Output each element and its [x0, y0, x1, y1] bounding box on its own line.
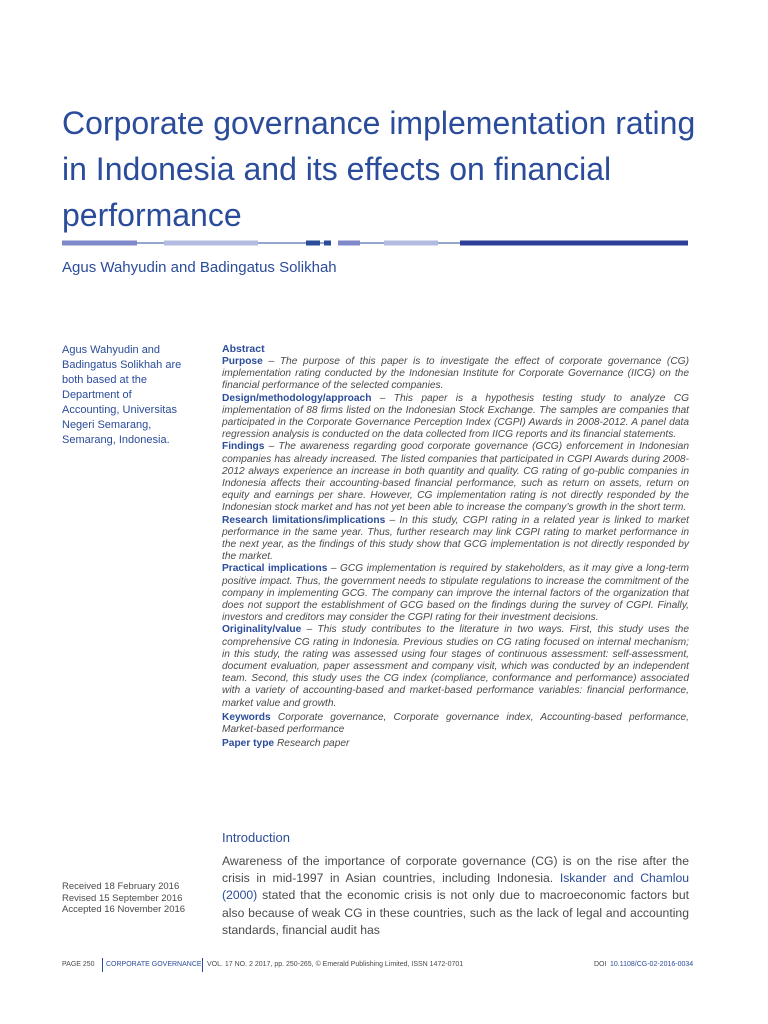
volume-info: VOL. 17 NO. 2 2017, pp. 250-265, © Emerald Publishing Limited, ISSN 1472-0701 — [207, 961, 464, 968]
design-text: This paper is a hypothesis testing study to analyze CG implementation of 88 firms listed on the Indonesian Stock Exchange. The samples are companies that participated in the Corporate Governance Perception Index (CGPI) Awards in 2008-2012. A panel data regression analysis is conducted on the data collected from IICG reports and its financial statements. — [222, 392, 689, 441]
practical-text: GCG implementation is required by stakeholders, as it may give a long-term positive impact. Thus, the government needs to stipulate regulations to increase the commitment of the company in implementing GCG. The company can improve the internal factors of the organization that does not support the establishment of GCG based on the findings during the survey of CGPI. Finally, investors and creditors may consider the CGPI rating for their investment decisions. — [222, 563, 690, 624]
article-title: Corporate governance implementation rating in Indonesia and its effects on financial performance — [62, 105, 696, 233]
abstract-design: Design/methodology/approach – This paper is a hypothesis testing study to analyze CG implementation of 88 firms listed on the Indonesian Stock Exchange. The samples are companies that participated in the Corporate Governance Perception Index (CGPI) Awards in 2008-2012. A panel data regression analysis is conducted on the data collected from IICG reports and its financial statements. — [222, 392, 689, 441]
limitations-label: Research limitations/implications — [222, 514, 386, 526]
abstract-section — [222, 343, 689, 751]
citation-link[interactable]: Iskander and Chamlou (2000) — [222, 871, 689, 903]
footer-divider — [202, 958, 203, 972]
abstract-keywords — [222, 712, 689, 736]
introduction-heading: Introduction — [222, 830, 290, 845]
abstract-findings: Findings – The awareness regarding good corporate governance (GCG) enforcement in Indonesian companies has already increased. The listed companies that participated in CGPI Awards during 2008-2012 always experience an increase in both quantity and quality. CG rating of go-public companies in Indonesia affects their accounting-based financial performance, such as return on assets, return on equity and earnings per share. However, CG implementation rating is not directly responded by the Indonesian stock market and has not yet been able to increase the company’s growth in the short term. — [222, 441, 689, 514]
abstract-purpose: Purpose – The purpose of this paper is to investigate the effect of corporate governance (CG) implementation rating conducted by the Indonesian Institute for Corporate Governance (IICG) on the financial performance of the selected companies. — [222, 356, 689, 392]
papertype-text: Research paper — [276, 738, 350, 750]
abstract-practical: Practical implications – GCG implementation is required by stakeholders, as it may give a long-term positive impact. Thus, the government needs to stipulate regulations to increase the commitment of the company in implementing GCG. The company can improve the internal factors of the organization that does not support the establishment of GCG based on the findings during the survey of CGPI. Finally, investors and creditors may consider the CGPI rating for their investment decisions. — [222, 563, 690, 624]
accepted-date: Accepted 16 November 2016 — [62, 904, 186, 915]
article-history — [62, 881, 202, 916]
abstract-paper-type — [222, 738, 689, 750]
findings-text: The awareness regarding good corporate governance (GCG) enforcement in Indonesian companies has already increased. The listed companies that participated in CGPI Awards during 2008-2012 always experience an increase in both quantity and quality. CG rating of go-public companies in Indonesia affects their accounting-based financial performance, such as return on assets, return on equity and earnings per share. However, CG implementation rating is not directly responded by the Indonesian stock market and has not yet been able to increase the company’s growth in the short term. — [222, 441, 689, 514]
journal-name: CORPORATE GOVERNANCE — [106, 961, 202, 968]
rule-segment — [306, 241, 320, 246]
received-date: Received 18 February 2016 — [62, 881, 180, 892]
purpose-text: The purpose of this paper is to investigate the effect of corporate governance (CG) implementation rating conducted by the Indonesian Institute for Corporate Governance (IICG) on the financial performance of the selected companies. — [222, 356, 689, 392]
doi-link[interactable]: 10.1108/CG-02-2016-0034 — [610, 961, 694, 968]
title-rule — [62, 236, 688, 250]
keywords-text: Corporate governance, Corporate governance index, Accounting-based performance, Market-based performance — [222, 711, 690, 736]
rule-segment — [384, 241, 438, 246]
doi-label: DOI — [594, 961, 607, 968]
findings-label: Findings — [222, 441, 265, 453]
introduction-paragraph — [222, 853, 689, 939]
rule-segment — [62, 241, 137, 246]
author-affiliation: Agus Wahyudin and Badingatus Solikhah are both based at the Department of Accounting, Universitas Negeri Semarang, Semarang, Indonesia. — [62, 344, 182, 446]
practical-label: Practical implications — [222, 563, 328, 575]
intro-text-end: stated that the economic crisis is not only due to macroeconomic factors but also because of weak CG in these countries, such as the lack of legal and accounting standards, financial audit has — [222, 888, 690, 937]
revised-date: Revised 15 September 2016 — [62, 892, 183, 904]
design-label: Design/methodology/approach — [222, 392, 372, 404]
limitations-text: In this study, CGPI rating in a related year is linked to market performance in the same year. Thus, further research may link CGPI rating to market performance in the next year, as the findings of this study show that GCG implementation is not directly responded by the market. — [222, 514, 690, 563]
papertype-label: Paper type — [222, 738, 275, 750]
abstract-heading: Abstract — [222, 343, 265, 355]
keywords-label: Keywords — [222, 711, 271, 723]
intro-text-start: Awareness of the importance of corporate governance (CG) is on the rise after the crisis in mid-1997 in Asian countries, including Indonesia. — [222, 854, 689, 886]
author-line: Agus Wahyudin and Badingatus Solikhah — [62, 259, 337, 276]
originality-text: This study contributes to the literature in two ways. First, this study uses the comprehensive CG rating in Indonesia. Previous studies on CG rating focused on internal mechanism; in this study, the rating was assessed using four stages of continuous assessment: self-assessment, document evaluation, paper assessment and company visit, which was conducted by an independent team. Second, this study uses the CG index (compliance, conformance and performance) associated with a variety of accounting-based and market-based performance variables: financial performance, market value and growth. — [222, 624, 690, 709]
abstract-originality: Originality/value – This study contributes to the literature in two ways. First, this study uses the comprehensive CG rating in Indonesia. Previous studies on CG rating focused on internal mechanism; in this study, the rating was assessed using four stages of continuous assessment: self-assessment, document evaluation, paper assessment and company visit, which was conducted by an independent team. Second, this study uses the CG index (compliance, conformance and performance) associated with a variety of accounting-based and market-based performance variables: financial performance, market value and growth. — [222, 624, 690, 709]
originality-label: Originality/value — [222, 624, 302, 636]
rule-segment — [460, 241, 688, 246]
rule-segment — [164, 241, 258, 246]
rule-segment — [338, 241, 360, 246]
page-number: PAGE 250 — [62, 961, 95, 968]
rule-segment — [324, 241, 331, 246]
purpose-label: Purpose — [222, 356, 263, 367]
footer-divider — [102, 958, 103, 972]
abstract-limitations: Research limitations/implications – In this study, CGPI rating in a related year is linked to market performance in the same year. Thus, further research may link CGPI rating to market performance in the next year, as the findings of this study show that GCG implementation is not directly responded by the market. — [222, 514, 690, 563]
page-footer — [62, 958, 694, 972]
